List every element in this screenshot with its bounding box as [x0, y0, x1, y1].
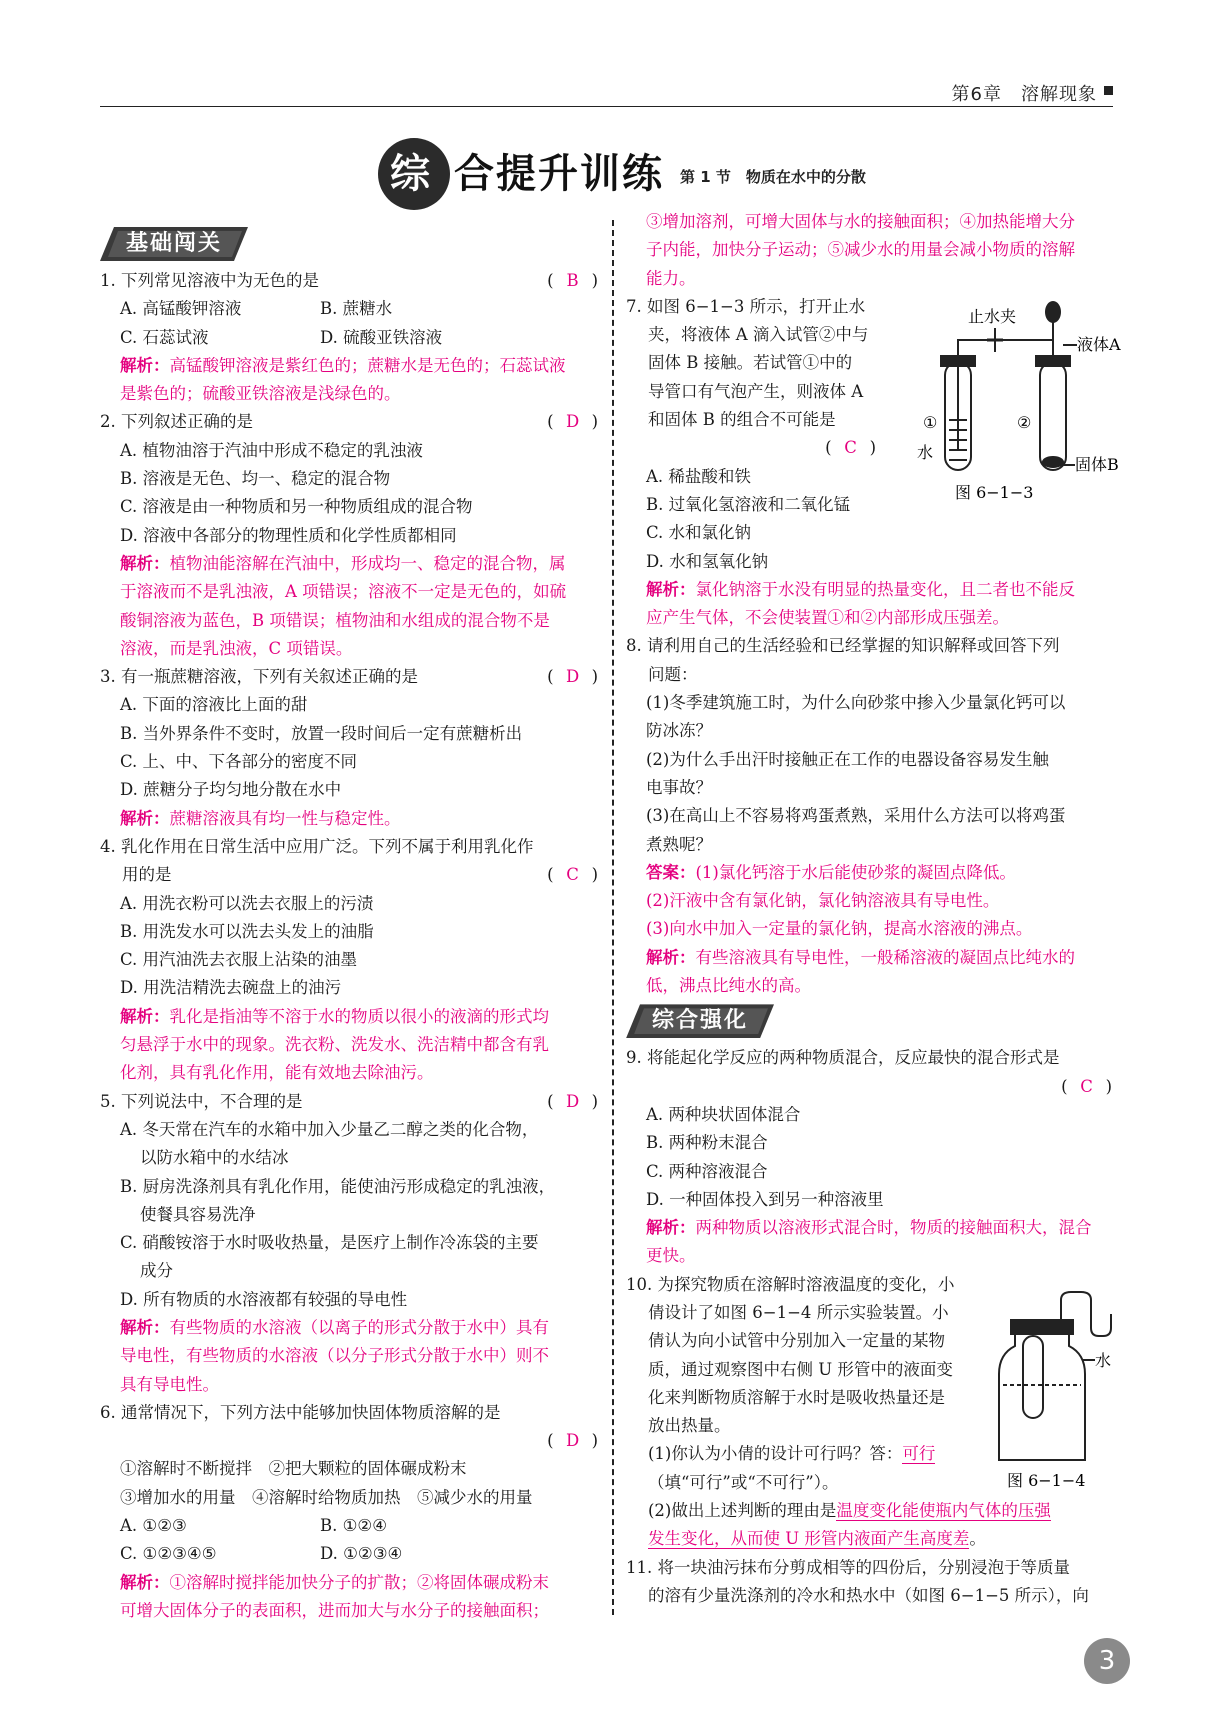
- left-question-list: [100, 267, 598, 1625]
- question-9: [626, 1044, 1112, 1270]
- question-stem-cont: 倩设计了如图 6−1−4 所示实验装置。小: [648, 1302, 949, 1322]
- answer-choice: ( B ): [547, 271, 598, 290]
- option-line: C. 上、中、下各部分的密度不同: [120, 752, 358, 772]
- question-stem: 5. 下列说法中，不合理的是 ( D ): [100, 1088, 598, 1116]
- fig3-tube1-label: ①: [923, 413, 938, 432]
- analysis-text: 解析：有些溶液具有导电性，一般稀溶液的凝固点比纯水的: [646, 947, 1075, 967]
- option-line: C. 硝酸铵溶于水时吸收热量，是医疗上制作冷冻袋的主要: [120, 1233, 539, 1253]
- question-stem-cont: 质，通过观察图中右侧 U 形管中的液面变: [648, 1359, 953, 1379]
- option-line: B. 溶液是无色、均一、稳定的混合物: [120, 469, 391, 489]
- question-stem: 6. 通常情况下，下列方法中能够加快固体物质溶解的是: [100, 1402, 501, 1422]
- page-header: [100, 80, 1113, 107]
- question-stem: 10. 为探究物质在溶解时溶液温度的变化，小: [626, 1274, 955, 1294]
- question-stem-cont: 问题：: [648, 664, 698, 684]
- analysis-text: 解析：蔗糖溶液具有均一性与稳定性。: [120, 808, 401, 828]
- analysis-text: ③增加溶剂，可增大固体与水的接触面积；④加热能增大分: [646, 212, 1075, 231]
- option-line: C. 两种溶液混合: [646, 1161, 768, 1181]
- question-stem: 1. 下列常见溶液中为无色的是 ( B ): [100, 267, 598, 295]
- analysis-text: 解析：高锰酸钾溶液是紫红色的；蔗糖水是无色的；石蕊试液: [120, 355, 566, 375]
- option-pair: C. ①②③④⑤ D. ①②③④: [120, 1544, 403, 1564]
- option-line: ③增加水的用量 ④溶解时给物质加热 ⑤减少水的用量: [120, 1487, 533, 1507]
- analysis-text: 解析：①溶解时搅拌能加快分子的扩散；②将固体碾成粉末: [120, 1572, 549, 1592]
- analysis-text: 解析：乳化是指油等不溶于水的物质以很小的液滴的形式均: [120, 1006, 549, 1026]
- analysis-text: 酸铜溶液为蓝色，B 项错误；植物油和水组成的混合物不是: [120, 610, 550, 630]
- option-line: (3)在高山上不容易将鸡蛋煮熟，采用什么方法可以将鸡蛋: [646, 806, 1066, 826]
- option-line: D. 蔗糖分子均匀地分散在水中: [120, 780, 342, 800]
- question-10: [626, 1271, 956, 1441]
- answer-choice: ( D ): [547, 1431, 598, 1451]
- question-stem-cont: 放出热量。: [648, 1416, 731, 1436]
- q10-answer-1: 可行: [902, 1444, 936, 1464]
- analysis-text: 解析：植物油能溶解在汽油中，形成均一、稳定的混合物，属: [120, 553, 566, 573]
- option-line: B. 两种粉末混合: [646, 1133, 768, 1153]
- analysis-text: 低，沸点比纯水的高。: [646, 976, 811, 996]
- question-7: [626, 293, 876, 463]
- q10-answer-2a: 温度变化能使瓶内气体的压强: [836, 1501, 1051, 1521]
- fig3-clamp-label: 止水夹: [968, 307, 1017, 326]
- analysis-text: 可增大固体分子的表面积，进而加大与水分子的接触面积；: [120, 1600, 549, 1620]
- option-line: B. 当外界条件不变时，放置一段时间后一定有蔗糖析出: [120, 723, 523, 743]
- question-stem: 2. 下列叙述正确的是 ( D ): [100, 408, 598, 436]
- chapter-title: 第6章 溶解现象: [951, 84, 1097, 105]
- figure-6-1-3: [905, 300, 1121, 502]
- question-stem: 3. 有一瓶蔗糖溶液，下列有关叙述正确的是 ( D ): [100, 663, 598, 691]
- fig3-caption: 图 6−1−3: [955, 483, 1034, 502]
- option-line-cont: 以防水箱中的水结冰: [140, 1148, 289, 1168]
- question-11: [626, 1554, 1112, 1611]
- answer-choice-line: [626, 434, 876, 462]
- fig3-solid-label: 固体B: [1075, 455, 1119, 474]
- analysis-text: 于溶液而不是乳浊液，A 项错误；溶液不一定是无色的，如硫: [120, 582, 567, 602]
- q10-sub2-text: (2)做出上述判断的理由是: [648, 1501, 837, 1521]
- question-stem-cont: 夹，将液体 A 滴入试管②中与: [648, 325, 869, 345]
- answer-choice: ( C ): [825, 438, 876, 458]
- option-line: D. 一种固体投入到另一种溶液里: [646, 1189, 884, 1209]
- option-line: C. 用汽油洗去衣服上沾染的油墨: [120, 950, 358, 970]
- analysis-text: 具有导电性。: [120, 1374, 219, 1394]
- option-line: (2)为什么手出汗时接触正在工作的电器设备容易发生触: [646, 749, 1049, 769]
- analysis-text: 更快。: [646, 1246, 696, 1266]
- fig3-tube2-label: ②: [1017, 413, 1032, 432]
- option-line: A. 两种块状固体混合: [646, 1104, 801, 1124]
- option-line: B. 用洗发水可以洗去头发上的油脂: [120, 921, 374, 941]
- answer-text: (2)汗液中含有氯化钠，氯化钠溶液具有导电性。: [646, 891, 1000, 911]
- analysis-text: 化剂，具有乳化作用，能有效地去除油污。: [120, 1063, 434, 1083]
- fig4-water-label: 水: [1095, 1351, 1112, 1370]
- analysis-text: 匀悬浮于水中的现象。洗衣粉、洗发水、洗洁精中都含有乳: [120, 1035, 549, 1055]
- option-line: A. 植物油溶于汽油中形成不稳定的乳浊液: [120, 440, 423, 460]
- option-line-cont: 使餐具容易洗净: [140, 1204, 256, 1224]
- q10-sub1-hint: （填“可行”或“不可行”）。: [648, 1472, 839, 1492]
- left-column: [100, 225, 598, 1625]
- option-line: B. 过氧化氢溶液和二氧化锰: [646, 494, 851, 514]
- question-7-options-and-q8: [626, 463, 1112, 1001]
- option-line: 防冰冻？: [646, 721, 712, 741]
- title-first-char: 综: [390, 151, 430, 197]
- fig4-caption: 图 6−1−4: [1007, 1471, 1086, 1490]
- header-square-icon: [1104, 86, 1113, 95]
- question-stem-cont: [100, 1427, 598, 1455]
- analysis-text: 应产生气体，不会使装置①和②内部形成压强差。: [646, 608, 1009, 628]
- option-pair: A. 高锰酸钾溶液 B. 蔗糖水: [120, 299, 393, 319]
- question-stem-cont: 用的是 ( C ): [100, 861, 598, 889]
- answer-choice: ( D ): [547, 412, 598, 432]
- answer-choice: ( C ): [547, 865, 598, 885]
- analysis-text: 导电性，有些物质的水溶液（以分子形式分散于水中）则不: [120, 1346, 549, 1366]
- option-line: D. 溶液中各部分的物理性质和化学性质都相同: [120, 525, 457, 545]
- question-stem: 8. 请利用自己的生活经验和已经掌握的知识解释或回答下列: [626, 636, 1060, 656]
- banner-basic: 基础闯关: [100, 227, 598, 263]
- option-line: (1)冬季建筑施工时，为什么向砂浆中掺入少量氯化钙可以: [646, 693, 1066, 713]
- q10-answer-2b: 发生变化，从而使 U 形管内液面产生高度差: [648, 1529, 970, 1549]
- question-stem: 7. 如图 6−1−3 所示，打开止水: [626, 296, 866, 316]
- figure-6-1-4: [985, 1290, 1125, 1490]
- answer-choice: ( D ): [547, 667, 598, 687]
- answer-text: (3)向水中加入一定量的氯化钠，提高水溶液的沸点。: [646, 919, 1033, 939]
- column-divider: [612, 220, 614, 1615]
- page-number: 3: [1084, 1638, 1130, 1684]
- analysis-text: 解析：两种物质以溶液形式混合时，物质的接触面积大，混合: [646, 1218, 1092, 1238]
- option-pair: C. 石蕊试液 D. 硫酸亚铁溶液: [120, 327, 443, 347]
- option-line: B. 厨房洗涤剂具有乳化作用，能使油污形成稳定的乳浊液，: [120, 1176, 556, 1196]
- option-line: 煮熟呢？: [646, 834, 712, 854]
- option-line: A. 冬天常在汽车的水箱中加入少量乙二醇之类的化合物，: [120, 1119, 539, 1139]
- option-line: 电事故？: [646, 777, 712, 797]
- option-line-cont: 成分: [140, 1261, 173, 1281]
- fig3-water-label: 水: [917, 443, 934, 462]
- answer-text: 答案：(1)氯化钙溶于水后能使砂浆的凝固点降低。: [646, 862, 1016, 882]
- analysis-text: 能力。: [646, 268, 696, 288]
- question-stem: 4. 乳化作用在日常生活中应用广泛。下列不属于利用乳化作: [100, 836, 534, 856]
- option-line: D. 用洗洁精洗去碗盘上的油污: [120, 978, 342, 998]
- option-line: C. 溶液是由一种物质和另一种物质组成的混合物: [120, 497, 473, 517]
- answer-choice: ( D ): [547, 1091, 598, 1111]
- question-stem-cont: 化来判断物质溶解于水时是吸收热量还是: [648, 1387, 945, 1407]
- option-line: A. 下面的溶液比上面的甜: [120, 695, 308, 715]
- section-title: [378, 138, 898, 210]
- q10-sub1-text: (1)你认为小倩的设计可行吗？答：: [648, 1444, 903, 1464]
- analysis-text: 解析：有些物质的水溶液（以离子的形式分散于水中）具有: [120, 1317, 549, 1337]
- title-subsection: 第 1 节 物质在水中的分散: [680, 168, 866, 186]
- question-stem-cont: 的溶有少量洗涤剂的冷水和热水中（如图 6−1−5 所示），向: [648, 1585, 1089, 1605]
- question-stem-cont: 倩认为向小试管中分别加入一定量的某物: [648, 1331, 945, 1351]
- answer-choice: ( C ): [1061, 1076, 1112, 1096]
- analysis-text: 子内能，加快分子运动；⑤减少水的用量会减小物质的溶解: [646, 240, 1075, 260]
- banner-comprehensive: 综合强化: [626, 1004, 1112, 1040]
- analysis-text: 溶液，而是乳浊液，C 项错误。: [120, 638, 353, 658]
- option-line: D. 水和氢氧化钠: [646, 551, 769, 571]
- question-stem: 9. 将能起化学反应的两种物质混合，反应最快的混合形式是: [626, 1048, 1060, 1068]
- question-stem-cont: 固体 B 接触。若试管①中的: [648, 353, 853, 373]
- option-line: ①溶解时不断搅拌 ②把大颗粒的固体碾成粉末: [120, 1459, 467, 1479]
- question-stem-cont: 导管口有气泡产生，则液体 A: [648, 381, 864, 401]
- q6-analysis-continued: [626, 208, 1112, 293]
- option-line: D. 所有物质的水溶液都有较强的导电性: [120, 1289, 408, 1309]
- analysis-text: 解析：氯化钠溶于水没有明显的热量变化，且二者也不能反: [646, 579, 1075, 599]
- option-line: A. 稀盐酸和铁: [646, 466, 751, 486]
- option-pair: A. ①②③ B. ①②④: [120, 1516, 387, 1536]
- title-main: 合提升训练: [454, 151, 664, 197]
- analysis-text: 是紫色的；硫酸亚铁溶液是浅绿色的。: [120, 384, 401, 404]
- fig3-liquid-label: 液体A: [1077, 335, 1121, 354]
- option-line: A. 用洗衣粉可以洗去衣服上的污渍: [120, 893, 374, 913]
- question-10-parts: (1)你认为小倩的设计可行吗？答：可行 （填“可行”或“不可行”）。 (2)做出上述判断的理由是温度变化能使瓶内气体的压强 发生变化，从而使 U 形管内液面产生高度差。: [648, 1444, 1051, 1549]
- option-line: C. 水和氯化钠: [646, 523, 752, 543]
- question-stem-cont: 和固体 B 的组合不可能是: [648, 410, 836, 430]
- question-stem: 11. 将一块油污抹布分剪成相等的四份后，分别浸泡于等质量: [626, 1557, 1070, 1577]
- answer-choice-line: [626, 1073, 1112, 1101]
